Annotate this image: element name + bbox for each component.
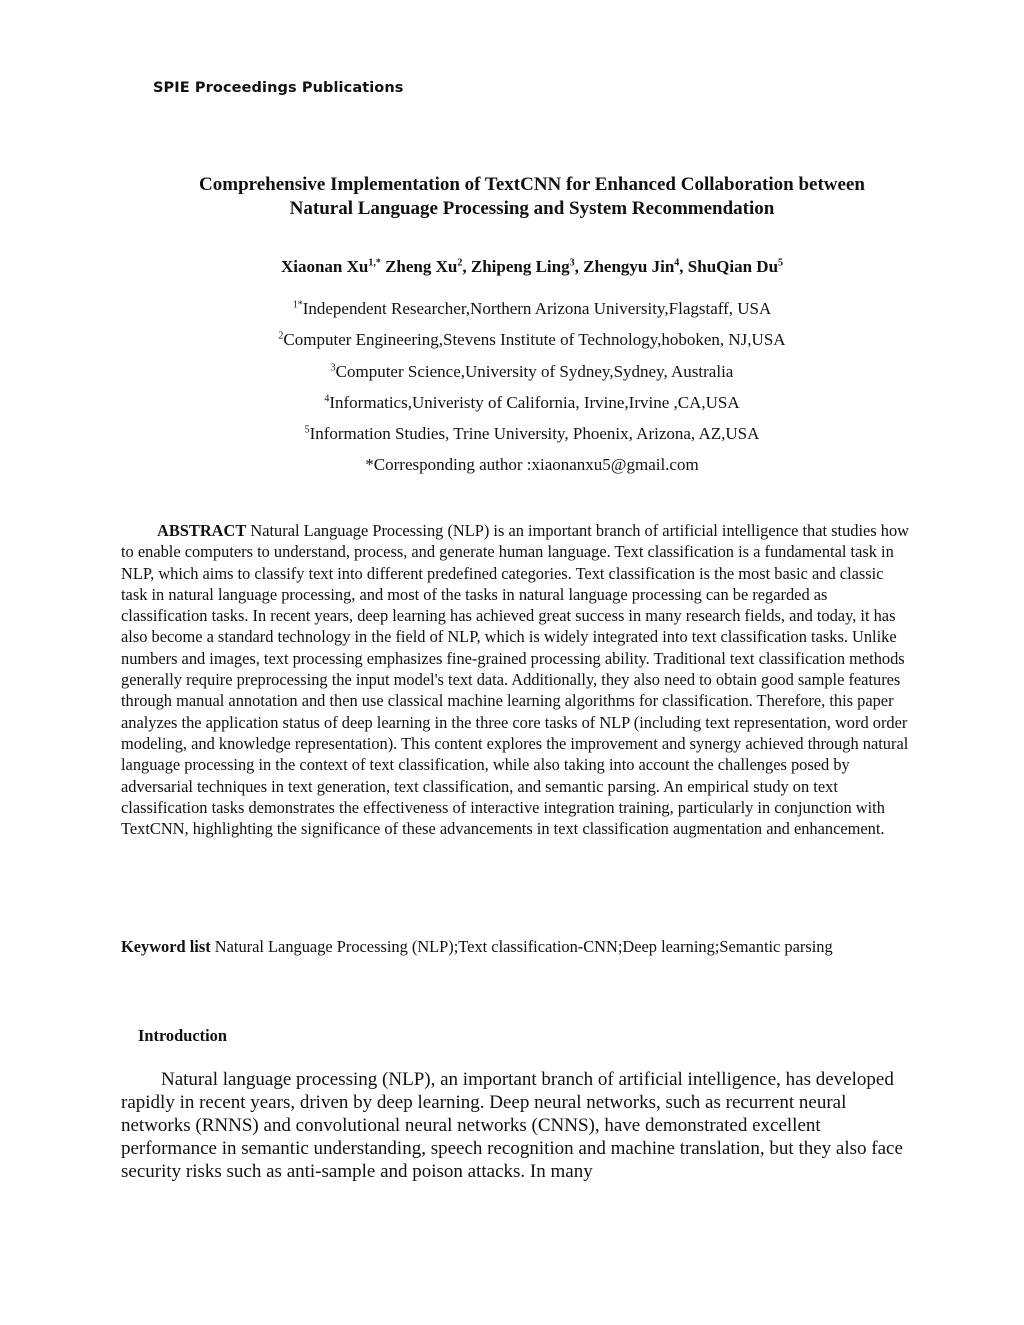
- introduction-body: Natural language processing (NLP), an important branch of artificial intelligence, has developed rapidly in recent years, driven by deep learning. Deep neural networks, such as recurrent neural networks (RNNS) and convolutional neural networks (CNNS), have demonstrated excellent performance in semantic understanding, speech recognition and machine translation, but they also face security risks such as anti-sample and poison attacks. In many: [121, 1069, 903, 1182]
- affiliation-3: $^3$Computer Science,University of Sydney,Sydney, Australia: [330, 362, 734, 381]
- author-3: Zhipeng Ling$^3$,: [470, 257, 584, 276]
- keyword-label: Keyword list: [121, 937, 211, 956]
- paper-title: [120, 173, 944, 221]
- abstract-text: Natural Language Processing (NLP) is an important branch of artificial intelligence that studies how to enable computers to understand, process, and generate human language. Text classification is a fundamental task in NLP, which aims to classify text into different predefined categories. Text classification is the most basic and classic task in natural language processing, and most of the tasks in natural language processing can be regarded as classification tasks. In recent years, deep learning has achieved great success in many research fields, and today, it has also become a standard technology in the field of NLP, which is widely integrated into text classification tasks. Unlike numbers and images, text processing emphasizes fine-grained processing ability. Traditional text classification methods generally require preprocessing the input model's text data. Additionally, they also need to obtain good sample features through manual annotation and then use classical machine learning algorithms for classification. Therefore, this paper analyzes the application status of deep learning in the three core tasks of NLP (including text representation, word order modeling, and knowledge representation). This content explores the improvement and synergy achieved through natural language processing in the context of text classification, while also taking into account the challenges posed by adversarial techniques in text generation, text classification, and semantic parsing. An empirical study on text classification tasks demonstrates the effectiveness of interactive integration training, particularly in conjunction with TextCNN, highlighting the significance of these advancements in text classification augmentation and enhancement.: [121, 521, 909, 839]
- running-header: SPIE Proceedings Publications: [153, 80, 404, 96]
- title-line-2: Natural Language Processing and System Recommendation: [289, 198, 775, 219]
- author-2: Zheng Xu$^2$,: [385, 257, 471, 276]
- affiliation-4: $^4$Informatics,Univeristy of California, Irvine,Irvine ,CA,USA: [324, 393, 740, 412]
- author-4: Zhengyu Jin$^4$,: [583, 257, 688, 276]
- keyword-list: [121, 936, 911, 958]
- title-line-1: Comprehensive Implementation of TextCNN for Enhanced Collaboration between: [199, 174, 865, 195]
- author-1: Xiaonan $Xu^{1,*}$: [280, 257, 381, 276]
- abstract-label: ABSTRACT: [157, 521, 247, 540]
- author-list: [120, 256, 944, 278]
- abstract: [121, 520, 911, 839]
- keyword-text: Natural Language Processing (NLP);Text classification-CNN;Deep learning;Semantic parsing: [214, 937, 833, 956]
- corresponding-author: *Corresponding author :xiaonanxu5@gmail.com: [365, 455, 699, 474]
- author-5: ShuQian Du$^5$: [687, 257, 784, 276]
- affiliation-5: $^5$Information Studies, Trine University, Phoenix, Arizona, AZ,USA: [304, 424, 760, 443]
- affiliation-2: $^2$Computer Engineering,Stevens Institute of Technology,hoboken, NJ,USA: [278, 330, 786, 349]
- introduction-heading: Introduction: [138, 1026, 227, 1045]
- affiliation-1: $^{1*}$Independent Researcher,Northern Arizona University,Flagstaff, USA: [292, 299, 772, 318]
